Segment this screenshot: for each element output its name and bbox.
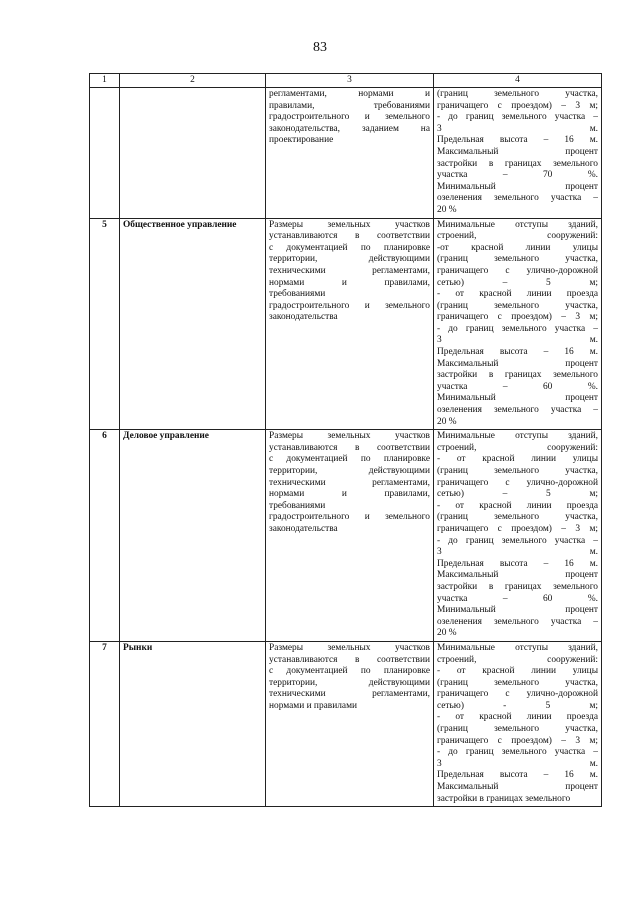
building-parameters-text <box>434 430 602 642</box>
plot-size-text <box>266 88 434 219</box>
text-line: участка – 70 %. <box>437 170 598 181</box>
text-line: градостроительного и земельного <box>269 300 430 311</box>
land-use-name: Общественное управление <box>120 218 266 430</box>
text-line: нормами и правилами, <box>269 277 430 288</box>
text-line: (границ земельного участка, <box>437 466 598 476</box>
text-line: - от красной линии проезда <box>437 500 598 511</box>
text-line: участка – 60 %. <box>437 381 598 392</box>
text-line: Максимальный процент <box>437 358 598 369</box>
text-line: 3 м. <box>437 547 598 558</box>
text-line: градостроительного и земельного <box>269 512 430 523</box>
building-parameters-text <box>434 88 602 219</box>
text-line: 3 м. <box>437 335 598 346</box>
text-line: застройки в границах земельного <box>437 370 598 381</box>
text-line: застройки в границах земельного <box>437 793 571 804</box>
text-line: сетью) - 5 м; <box>437 700 598 711</box>
header-col-2: 2 <box>120 74 266 88</box>
text-line: градостроительного и земельного <box>269 112 430 123</box>
text-line: застройки в границах земельного <box>437 158 598 169</box>
text-line: граничащего с проездом) – 3 м; <box>437 735 598 746</box>
text-line: граничащего с улично-дорожной <box>437 477 598 488</box>
header-col-3: 3 <box>266 74 434 88</box>
text-line: законодательства <box>269 312 338 323</box>
text-line: требованиями <box>269 500 326 511</box>
text-line: строений, сооружений: <box>437 231 598 242</box>
text-line: сетью) – 5 м; <box>437 489 598 500</box>
text-line: устанавливаются в соответствии <box>269 442 430 453</box>
text-line: - до границ земельного участка – <box>437 535 598 546</box>
plot-size-text <box>266 430 434 642</box>
row-number: 7 <box>90 641 120 806</box>
text-line: Предельная высота – 16 м. <box>437 770 598 781</box>
text-line: Минимальные отступы зданий, <box>437 431 598 442</box>
plot-size-text <box>266 218 434 430</box>
text-line: граничащего с улично-дорожной <box>437 265 598 276</box>
text-line: с документацией по планировке <box>269 242 430 253</box>
text-line: нормами и правилами, <box>269 489 430 500</box>
header-col-1: 1 <box>90 74 120 88</box>
row-number: 5 <box>90 218 120 430</box>
text-line: - до границ земельного участка – <box>437 112 598 123</box>
table-row <box>90 218 602 430</box>
text-line: строений, сооружений: <box>437 442 598 453</box>
text-line: сетью) – 5 м; <box>437 277 598 288</box>
text-line: техническими регламентами, <box>269 477 430 488</box>
text-line: территории, действующими <box>269 677 430 688</box>
text-line: правилами, требованиями <box>269 100 430 111</box>
text-line: требованиями <box>269 289 326 300</box>
text-line: Минимальный процент <box>437 393 598 404</box>
table-row <box>90 641 602 806</box>
text-line: озеленения земельного участка – <box>437 405 598 416</box>
text-line: нормами и правилами <box>269 700 358 711</box>
land-use-name: Деловое управление <box>120 430 266 642</box>
building-parameters-text <box>434 218 602 430</box>
text-line: - от красной линии улицы <box>437 666 598 677</box>
text-line: - до границ земельного участка – <box>437 747 598 758</box>
table-body <box>90 74 602 807</box>
text-line: граничащего с улично-дорожной <box>437 689 598 700</box>
text-line: Размеры земельных участков <box>269 431 430 442</box>
text-line: 20 % <box>437 204 457 215</box>
text-line: (границ земельного участка, <box>437 89 598 99</box>
text-line: участка – 60 %. <box>437 593 598 604</box>
text-line: Предельная высота – 16 м. <box>437 558 598 569</box>
text-line: (границ земельного участка, <box>437 300 598 311</box>
row-number <box>90 88 120 219</box>
text-line: Минимальный процент <box>437 181 598 192</box>
text-line: - до границ земельного участка – <box>437 323 598 334</box>
text-line: - от красной линии проезда <box>437 712 598 723</box>
text-line: проектирование <box>269 135 334 146</box>
text-line: Минимальные отступы зданий, <box>437 219 598 230</box>
text-line: техническими регламентами, <box>269 689 430 700</box>
land-use-name <box>120 88 266 219</box>
text-line: Размеры земельных участков <box>269 642 430 653</box>
text-line: (границ земельного участка, <box>437 724 598 735</box>
building-parameters-text <box>434 641 602 806</box>
text-line: Максимальный процент <box>437 146 598 157</box>
text-line: - от красной линии проезда <box>437 289 598 300</box>
table-row <box>90 88 602 219</box>
text-line: (границ земельного участка, <box>437 254 598 265</box>
text-line: Минимальные отступы зданий, <box>437 642 598 653</box>
text-line: граничащего с проездом) – 3 м; <box>437 312 598 323</box>
plot-size-text <box>266 641 434 806</box>
text-line: законодательства <box>269 523 338 534</box>
text-line: техническими регламентами, <box>269 265 430 276</box>
text-line: Предельная высота – 16 м. <box>437 135 598 146</box>
text-line: Максимальный процент <box>437 570 598 581</box>
text-line: Размеры земельных участков <box>269 219 430 230</box>
text-line: граничащего с проездом) – 3 м; <box>437 523 598 534</box>
text-line: с документацией по планировке <box>269 454 430 465</box>
text-line: законодательства, заданием на <box>269 123 430 134</box>
text-line: устанавливаются в соответствии <box>269 231 430 242</box>
text-line: Предельная высота – 16 м. <box>437 347 598 358</box>
text-line: -от красной линии улицы <box>437 242 598 253</box>
text-line: граничащего с проездом) – 3 м; <box>437 100 598 111</box>
text-line: 20 % <box>437 628 457 639</box>
text-line: Максимальный процент <box>437 782 598 793</box>
text-line: с документацией по планировке <box>269 666 430 677</box>
table-row <box>90 430 602 642</box>
text-line: (границ земельного участка, <box>437 512 598 523</box>
text-line: регламентами, нормами и <box>269 89 430 99</box>
zoning-table <box>89 73 602 807</box>
text-line: (границ земельного участка, <box>437 677 598 688</box>
text-line: 3 м. <box>437 123 598 134</box>
text-line: - от красной линии улицы <box>437 454 598 465</box>
text-line: 3 м. <box>437 758 598 769</box>
text-line: озеленения земельного участка – <box>437 193 598 204</box>
text-line: территории, действующими <box>269 466 430 476</box>
text-line: устанавливаются в соответствии <box>269 654 430 665</box>
text-line: озеленения земельного участка – <box>437 616 598 627</box>
text-line: территории, действующими <box>269 254 430 265</box>
text-line: застройки в границах земельного <box>437 581 598 592</box>
page-number: 83 <box>313 40 327 55</box>
text-line: строений, сооружений: <box>437 654 598 665</box>
text-line: 20 % <box>437 416 457 427</box>
row-number: 6 <box>90 430 120 642</box>
land-use-name: Рынки <box>120 641 266 806</box>
header-col-4: 4 <box>434 74 602 88</box>
text-line: Минимальный процент <box>437 605 598 616</box>
table-header-row <box>90 74 602 88</box>
